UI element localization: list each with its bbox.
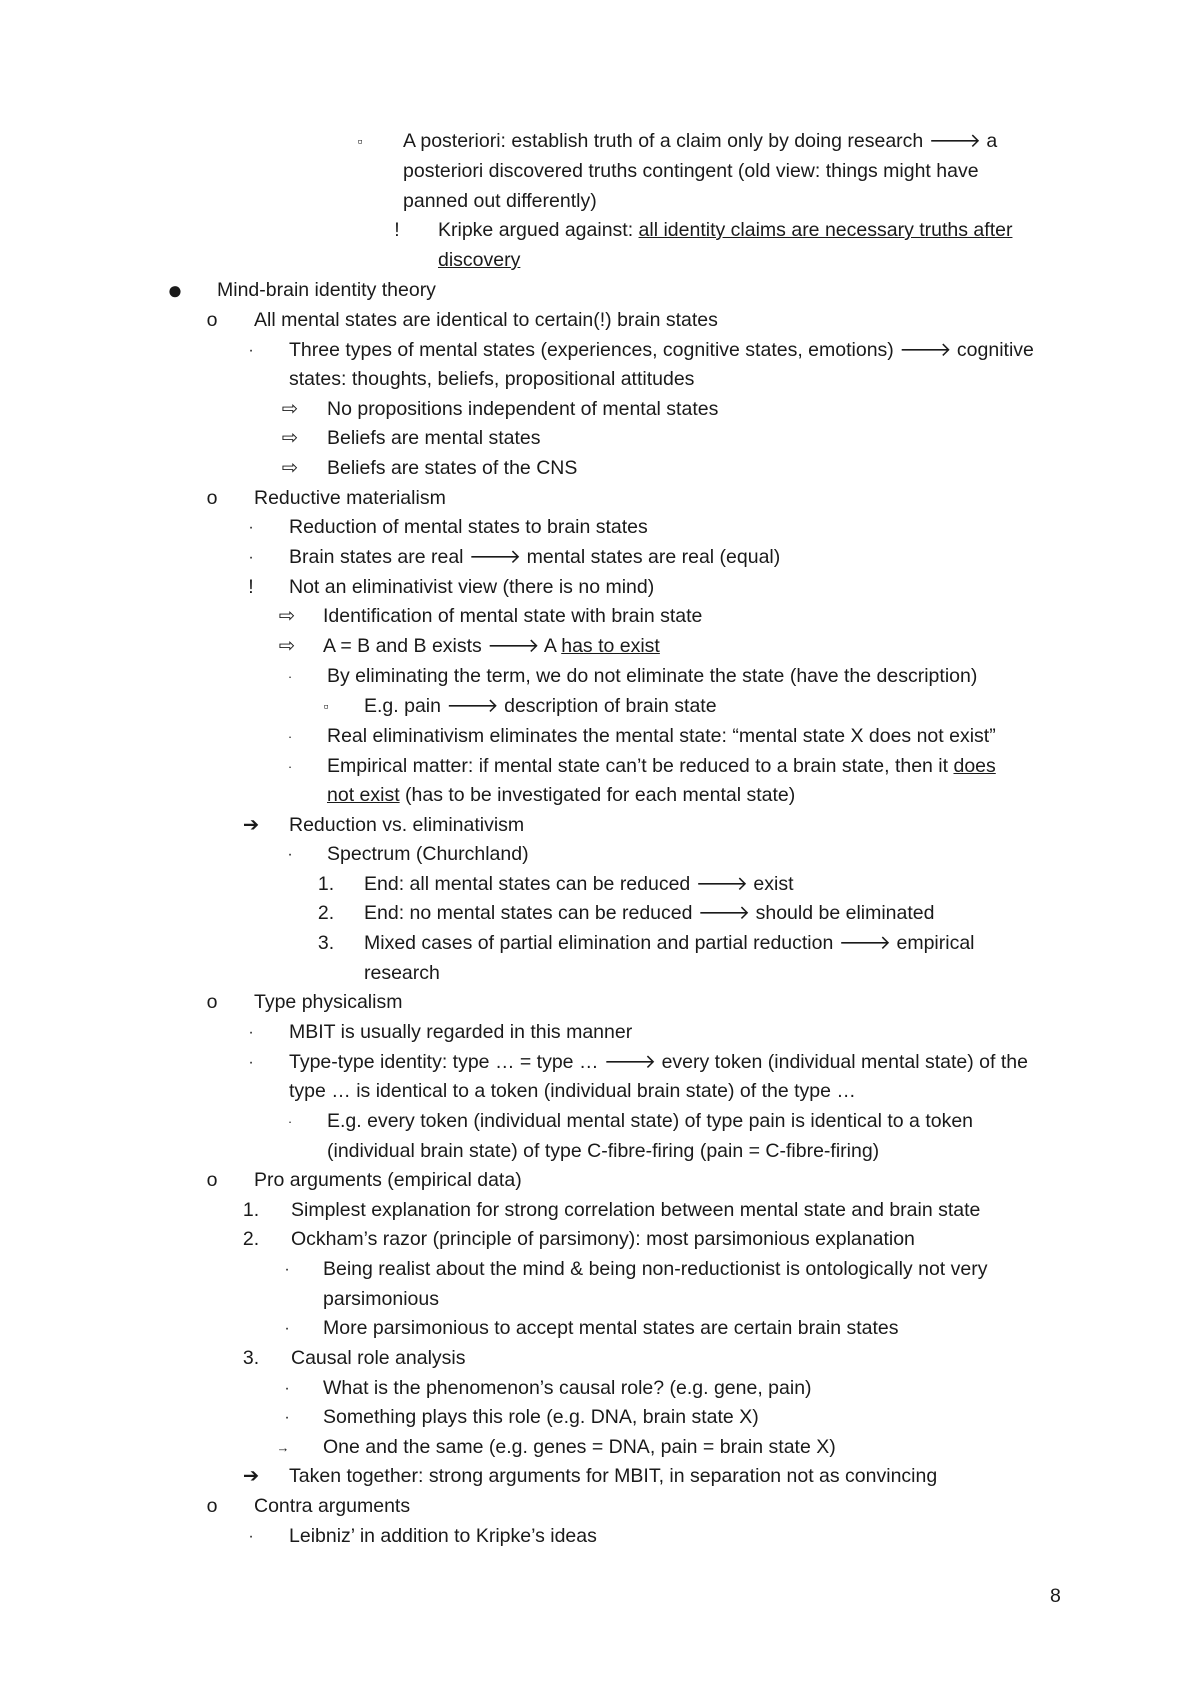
- line-text: [217, 276, 436, 305]
- text-segment: Pro arguments (empirical data): [254, 1169, 522, 1191]
- outline-line: [0, 424, 1200, 453]
- text-segment: Beliefs are mental states: [327, 427, 541, 449]
- list-marker: ●: [167, 275, 183, 305]
- outline-line: [0, 1077, 1200, 1106]
- list-marker: ·: [248, 1054, 254, 1071]
- text-segment: not exist: [327, 784, 400, 806]
- outline-line: [0, 246, 1200, 275]
- line-text: [289, 811, 524, 840]
- text-segment: End: no mental states can be reduced: [364, 902, 698, 924]
- text-segment: research: [364, 962, 440, 984]
- line-text: [327, 752, 996, 781]
- list-marker: o: [206, 309, 218, 331]
- outline-line: [0, 632, 1200, 661]
- text-segment: E.g. pain: [364, 695, 447, 717]
- line-text: [327, 781, 795, 810]
- line-text: [289, 513, 648, 542]
- text-segment: Taken together: strong arguments for MBIT, in separation not as convincing: [289, 1465, 938, 1487]
- text-segment: Mind-brain identity theory: [217, 279, 436, 301]
- text-segment: Beliefs are states of the CNS: [327, 457, 578, 479]
- outline-line: [0, 1285, 1200, 1314]
- text-segment: Reduction vs. eliminativism: [289, 814, 525, 836]
- text-segment: Brain states are real: [289, 546, 469, 568]
- line-text: [254, 306, 718, 335]
- line-text: [323, 1314, 899, 1343]
- text-segment: Ockham’s razor (principle of parsimony): most parsimonious explanation: [291, 1228, 915, 1250]
- line-text: [289, 365, 694, 394]
- line-text: [364, 692, 717, 721]
- line-text: [289, 1077, 856, 1106]
- text-segment: should be eliminated: [750, 902, 935, 924]
- line-text: [364, 959, 440, 988]
- text-segment: states: thoughts, beliefs, propositional attitudes: [289, 368, 695, 390]
- text-segment: 🡒: [899, 339, 952, 361]
- outline-line: [0, 157, 1200, 186]
- text-segment: Real eliminativism eliminates the mental state: “mental state X does not exist”: [327, 725, 996, 747]
- outline-line: [0, 1107, 1200, 1136]
- list-marker: ·: [248, 342, 254, 359]
- line-text: [403, 187, 597, 216]
- outline-line: [0, 1522, 1200, 1551]
- text-segment: All mental states are identical to certain(!) brain states: [254, 309, 718, 331]
- text-segment: does: [953, 755, 996, 777]
- line-text: [291, 1196, 980, 1225]
- line-text: [291, 1225, 915, 1254]
- text-segment: a: [980, 130, 998, 152]
- outline-line: [0, 543, 1200, 572]
- line-text: [403, 157, 979, 186]
- outline-line: [0, 1344, 1200, 1373]
- text-segment: One and the same (e.g. genes = DNA, pain = brain state X): [323, 1436, 836, 1458]
- outline-line: [0, 929, 1200, 958]
- outline-line: [0, 1018, 1200, 1047]
- line-text: [289, 573, 654, 602]
- text-segment: parsimonious: [323, 1288, 439, 1310]
- outline-line: [0, 662, 1200, 691]
- list-marker: ·: [284, 1320, 290, 1337]
- text-segment: What is the phenomenon’s causal role? (e.g. gene, pain): [323, 1377, 812, 1399]
- text-segment: Causal role analysis: [291, 1347, 466, 1369]
- outline-line: [0, 216, 1200, 245]
- text-segment: End: all mental states can be reduced: [364, 873, 696, 895]
- list-marker: ·: [248, 1024, 254, 1041]
- outline-line: [0, 959, 1200, 988]
- line-text: [327, 1137, 879, 1166]
- line-text: [327, 722, 996, 751]
- outline-line: [0, 722, 1200, 751]
- outline-line: [0, 1196, 1200, 1225]
- list-marker: ·: [287, 759, 293, 774]
- text-segment: has to exist: [561, 635, 660, 657]
- text-segment: By eliminating the term, we do not eliminate the state (have the description): [327, 665, 978, 687]
- list-marker: 1.: [242, 1199, 260, 1221]
- line-text: [364, 899, 934, 928]
- text-segment: A = B and B exists: [323, 635, 488, 657]
- text-segment: 🡒: [928, 130, 981, 152]
- list-marker: ·: [248, 1528, 254, 1545]
- outline-line: [0, 602, 1200, 631]
- outline-line: [0, 1048, 1200, 1077]
- text-segment: exist: [748, 873, 794, 895]
- list-marker: !: [248, 576, 254, 598]
- outline-line: [0, 127, 1200, 156]
- text-segment: Spectrum (Churchland): [327, 843, 529, 865]
- line-text: [323, 602, 702, 631]
- text-segment: 🡒: [487, 635, 540, 657]
- list-marker: ·: [287, 669, 293, 684]
- list-marker: o: [206, 487, 218, 509]
- outline-line: [0, 484, 1200, 513]
- line-text: [403, 127, 997, 156]
- list-marker: ➔: [242, 1465, 260, 1487]
- outline-line: [0, 1492, 1200, 1521]
- text-segment: Contra arguments: [254, 1495, 411, 1517]
- outline-line: [0, 692, 1200, 721]
- outline-line: [0, 1462, 1200, 1491]
- outline-line: [0, 899, 1200, 928]
- outline-line: [0, 1314, 1200, 1343]
- line-text: [364, 870, 794, 899]
- text-segment: Reduction of mental states to brain states: [289, 516, 648, 538]
- outline-line: [0, 1166, 1200, 1195]
- text-segment: every token (individual mental state) of the: [656, 1051, 1028, 1073]
- text-segment: A: [539, 635, 562, 657]
- text-segment: 🡒: [603, 1051, 657, 1073]
- list-marker: 3.: [242, 1347, 260, 1369]
- text-segment: type … is identical to a token (individual brain state) of the type …: [289, 1080, 856, 1102]
- outline-line: [0, 1374, 1200, 1403]
- outline-line: [0, 988, 1200, 1017]
- text-segment: Not an eliminativist view (there is no mind): [289, 576, 655, 598]
- text-segment: Reductive materialism: [254, 487, 446, 509]
- text-segment: Being realist about the mind & being non-reductionist is ontologically not very: [323, 1258, 988, 1280]
- list-marker: !: [394, 219, 400, 241]
- list-marker: ⇨: [281, 398, 299, 420]
- outline-line: [0, 454, 1200, 483]
- text-segment: Leibniz’ in addition to Kripke’s ideas: [289, 1525, 597, 1547]
- text-segment: E.g. every token (individual mental state) of type pain is identical to a token: [327, 1110, 974, 1132]
- list-marker: ·: [287, 729, 293, 744]
- outline-line: [0, 395, 1200, 424]
- list-marker: ·: [287, 846, 293, 863]
- line-text: [364, 929, 975, 958]
- text-segment: posteriori discovered truths contingent (old view: things might have: [403, 160, 979, 182]
- line-text: [254, 1492, 410, 1521]
- text-segment: MBIT is usually regarded in this manner: [289, 1021, 633, 1043]
- line-text: [327, 662, 977, 691]
- line-text: [438, 216, 1012, 245]
- line-text: [323, 1374, 812, 1403]
- line-text: [254, 1166, 522, 1195]
- line-text: [323, 1433, 836, 1462]
- list-marker: ➔: [242, 814, 260, 836]
- outline-line: [0, 1225, 1200, 1254]
- line-text: [254, 988, 402, 1017]
- text-segment: Mixed cases of partial elimination and partial reduction: [364, 932, 839, 954]
- text-segment: More parsimonious to accept mental states are certain brain states: [323, 1317, 899, 1339]
- list-marker: ⇨: [278, 605, 296, 627]
- line-text: [327, 840, 529, 869]
- outline-line: [0, 276, 1200, 305]
- text-segment: Simplest explanation for strong correlation between mental state and brain state: [291, 1199, 981, 1221]
- list-marker: o: [206, 1169, 218, 1191]
- line-text: [327, 1107, 973, 1136]
- line-text: [323, 1255, 987, 1284]
- text-segment: mental states are real (equal): [521, 546, 781, 568]
- line-text: [323, 1403, 759, 1432]
- list-marker: ·: [287, 1114, 293, 1129]
- text-segment: A posteriori: establish truth of a claim only by doing research: [403, 130, 929, 152]
- list-marker: 2.: [317, 902, 335, 924]
- text-segment: (individual brain state) of type C-fibre-firing (pain = C-fibre-firing): [327, 1140, 880, 1162]
- list-marker: o: [206, 1495, 218, 1517]
- list-marker: ▫: [357, 133, 363, 149]
- outline-line: [0, 365, 1200, 394]
- outline-line: [0, 781, 1200, 810]
- line-text: [323, 632, 660, 661]
- line-text: [289, 336, 1034, 365]
- text-segment: Kripke argued against:: [438, 219, 639, 241]
- outline-line: [0, 870, 1200, 899]
- list-marker: o: [206, 991, 218, 1013]
- line-text: [289, 543, 780, 572]
- outline-line: [0, 752, 1200, 781]
- list-marker: 2.: [242, 1228, 260, 1250]
- outline-line: [0, 306, 1200, 335]
- text-segment: 🡒: [697, 902, 751, 924]
- outline-line: [0, 336, 1200, 365]
- line-text: [291, 1344, 466, 1373]
- text-segment: empirical: [891, 932, 975, 954]
- text-segment: panned out differently): [403, 190, 597, 212]
- list-marker: ·: [284, 1261, 290, 1278]
- list-marker: ⇨: [278, 635, 296, 657]
- list-marker: ·: [284, 1409, 290, 1426]
- text-segment: Empirical matter: if mental state can’t be reduced to a brain state, then it: [327, 755, 954, 777]
- line-text: [289, 1522, 597, 1551]
- outline-line: [0, 1255, 1200, 1284]
- text-segment: cognitive: [951, 339, 1034, 361]
- page-number: 8: [1050, 1585, 1061, 1607]
- outline-line: [0, 1433, 1200, 1462]
- line-text: [254, 484, 446, 513]
- list-marker: 3.: [317, 932, 335, 954]
- line-text: [289, 1462, 937, 1491]
- text-segment: Type-type identity: type … = type …: [289, 1051, 604, 1073]
- text-segment: Three types of mental states (experiences, cognitive states, emotions): [289, 339, 900, 361]
- text-segment: 🡒: [695, 873, 748, 895]
- text-segment: 🡒: [446, 695, 499, 717]
- text-segment: (has to be investigated for each mental state): [399, 784, 796, 806]
- text-segment: Something plays this role (e.g. DNA, brain state X): [323, 1406, 759, 1428]
- outline-line: [0, 513, 1200, 542]
- text-segment: 🡒: [838, 932, 892, 954]
- outline-line: [0, 811, 1200, 840]
- text-segment: discovery: [438, 249, 521, 271]
- list-marker: ·: [248, 519, 254, 536]
- list-marker: ▫: [323, 698, 329, 714]
- outline-line: [0, 573, 1200, 602]
- outline-line: [0, 1403, 1200, 1432]
- text-segment: description of brain state: [498, 695, 717, 717]
- list-marker: →: [276, 1440, 290, 1455]
- text-segment: Identification of mental state with brain state: [323, 605, 703, 627]
- line-text: [289, 1018, 632, 1047]
- line-text: [438, 246, 520, 275]
- outline-line: [0, 1137, 1200, 1166]
- list-marker: ·: [248, 549, 254, 566]
- line-text: [327, 454, 577, 483]
- outline-line: [0, 840, 1200, 869]
- list-marker: ·: [284, 1380, 290, 1397]
- list-marker: 1.: [317, 873, 335, 895]
- outline-line: [0, 187, 1200, 216]
- line-text: [323, 1285, 439, 1314]
- line-text: [327, 424, 541, 453]
- line-text: [327, 395, 718, 424]
- text-segment: 🡒: [468, 546, 522, 568]
- list-marker: ⇨: [281, 457, 299, 479]
- text-segment: all identity claims are necessary truths after: [638, 219, 1013, 241]
- list-marker: ⇨: [281, 427, 299, 449]
- text-segment: No propositions independent of mental states: [327, 398, 719, 420]
- line-text: [289, 1048, 1028, 1077]
- text-segment: Type physicalism: [254, 991, 403, 1013]
